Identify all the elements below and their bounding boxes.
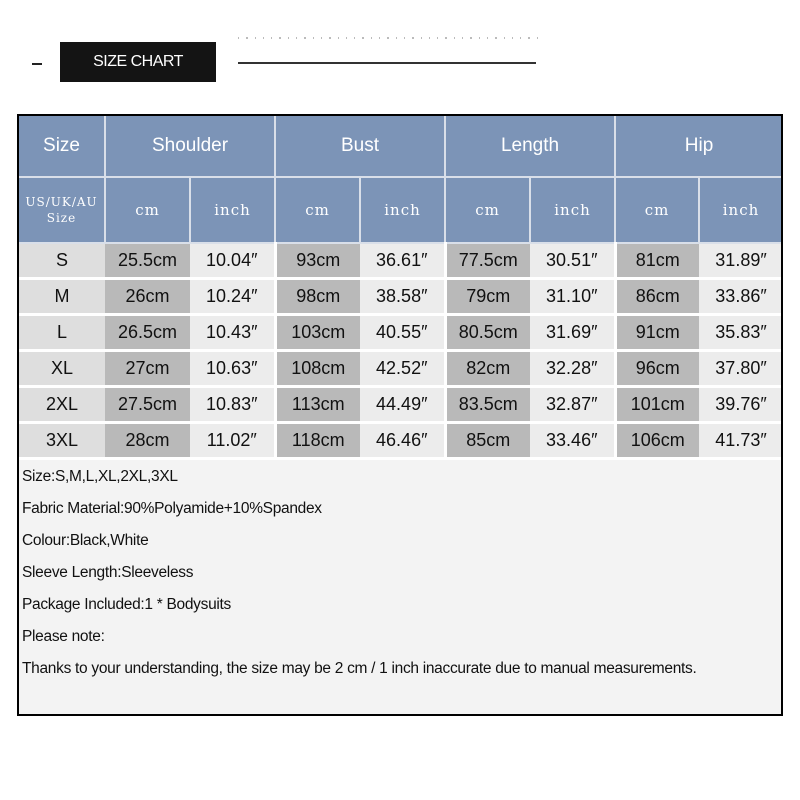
table-row [19,315,783,351]
cm-cell: 26cm [105,279,190,315]
note-line: Thanks to your understanding, the size may be 2 cm / 1 inch inaccurate due to manual measurements. [22,660,697,677]
header-dash [32,63,42,65]
inch-cell: 35.83″ [699,315,783,351]
inch-cell: 10.63″ [190,351,275,387]
cm-cell: 106cm [615,423,699,459]
inch-cell: 10.24″ [190,279,275,315]
note-line: Size:S,M,L,XL,2XL,3XL [22,468,178,485]
inch-cell: 42.52″ [360,351,445,387]
cm-cell: 27.5cm [105,387,190,423]
inch-cell: 32.28″ [530,351,615,387]
size-cell: 3XL [19,423,105,459]
inch-cell: 33.86″ [699,279,783,315]
hip-header: Hip [615,116,783,177]
inch-cell: 46.46″ [360,423,445,459]
cm-cell: 27cm [105,351,190,387]
cm-cell: 118cm [275,423,360,459]
cm-cell: 98cm [275,279,360,315]
unit-inch-header: inch [190,177,275,243]
cm-cell: 80.5cm [445,315,530,351]
inch-cell: 41.73″ [699,423,783,459]
cm-cell: 113cm [275,387,360,423]
inch-cell: 10.83″ [190,387,275,423]
inch-cell: 33.46″ [530,423,615,459]
note-line: Package Included:1 * Bodysuits [22,596,231,613]
size-region-label: US/UK/AU Size [19,177,105,243]
header-dotted-line [238,37,538,39]
inch-cell: 44.49″ [360,387,445,423]
note-line: Please note: [22,628,105,645]
inch-cell: 37.80″ [699,351,783,387]
inch-cell: 10.04″ [190,243,275,279]
inch-cell: 31.69″ [530,315,615,351]
size-cell: L [19,315,105,351]
cm-cell: 93cm [275,243,360,279]
inch-cell: 38.58″ [360,279,445,315]
table-row [19,243,783,279]
header-rule [238,62,536,64]
size-table [19,116,783,460]
inch-cell: 36.61″ [360,243,445,279]
inch-cell: 11.02″ [190,423,275,459]
cm-cell: 26.5cm [105,315,190,351]
unit-cm-header: cm [105,177,190,243]
cm-cell: 108cm [275,351,360,387]
cm-cell: 85cm [445,423,530,459]
note-line: Fabric Material:90%Polyamide+10%Spandex [22,500,322,517]
size-chart-panel [17,114,783,716]
cm-cell: 83.5cm [445,387,530,423]
shoulder-header: Shoulder [105,116,275,177]
inch-cell: 30.51″ [530,243,615,279]
inch-cell: 31.89″ [699,243,783,279]
cm-cell: 103cm [275,315,360,351]
inch-cell: 31.10″ [530,279,615,315]
size-column-header: Size [19,116,105,177]
cm-cell: 82cm [445,351,530,387]
cm-cell: 81cm [615,243,699,279]
unit-cm-header: cm [615,177,699,243]
cm-cell: 86cm [615,279,699,315]
note-line: Sleeve Length:Sleeveless [22,564,194,581]
inch-cell: 40.55″ [360,315,445,351]
size-cell: 2XL [19,387,105,423]
unit-inch-header: inch [530,177,615,243]
table-row [19,351,783,387]
size-cell: S [19,243,105,279]
size-cell: M [19,279,105,315]
product-notes [22,461,697,685]
unit-cm-header: cm [445,177,530,243]
cm-cell: 96cm [615,351,699,387]
cm-cell: 25.5cm [105,243,190,279]
cm-cell: 77.5cm [445,243,530,279]
cm-cell: 79cm [445,279,530,315]
table-row [19,279,783,315]
cm-cell: 91cm [615,315,699,351]
table-row [19,387,783,423]
table-row [19,423,783,459]
inch-cell: 39.76″ [699,387,783,423]
inch-cell: 32.87″ [530,387,615,423]
length-header: Length [445,116,615,177]
bust-header: Bust [275,116,445,177]
note-line: Colour:Black,White [22,532,149,549]
inch-cell: 10.43″ [190,315,275,351]
unit-inch-header: inch [360,177,445,243]
size-chart-title: SIZE CHART [60,42,216,82]
cm-cell: 28cm [105,423,190,459]
cm-cell: 101cm [615,387,699,423]
unit-cm-header: cm [275,177,360,243]
size-cell: XL [19,351,105,387]
unit-inch-header: inch [699,177,783,243]
